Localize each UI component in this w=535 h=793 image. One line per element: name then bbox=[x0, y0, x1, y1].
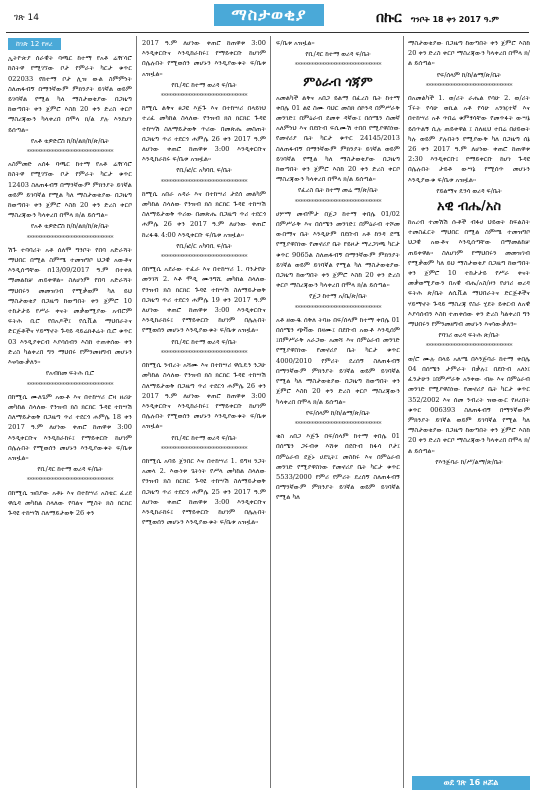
notice-signature: የጀጋ ከተማ አ/ቤ/ጽ/ቤት bbox=[309, 292, 367, 301]
column-4 bbox=[408, 38, 530, 783]
notice-separator: ******************************** bbox=[294, 198, 382, 206]
column-divider bbox=[270, 36, 271, 788]
notice-signature: የቢ/ፎ/ር አካባቢ ፍ/ቤት bbox=[176, 166, 232, 175]
notice-separator: ******************************** bbox=[160, 254, 248, 262]
notice-signature: የቢ/ፎ/ር አካባቢ ፍ/ቤት bbox=[176, 241, 232, 250]
region-section-title: ምዕራብ ጎጃም bbox=[303, 74, 373, 90]
notice-separator: ******************************** bbox=[160, 349, 248, 357]
notice-separator: ******************************** bbox=[425, 82, 513, 90]
header-rule bbox=[6, 32, 529, 33]
notice-text: በከሚሴ ዝበያው አቶኑ እና በተከሣሪ አስቴር ፈረደ ዋሴዳ መካከል ስላለው የባልና ሚስት ክስ ክርክር ጉዳዩ ተከሣሽ ስለማይታወቅ 26 ቀን bbox=[8, 488, 132, 517]
column-3 bbox=[276, 38, 400, 790]
notice-text: አመልካች ልቅና አበጋ ይልማ በፈረስ ቤት ከተማ ቀበሌ 01 ልዩ ስሙ ባህር መስክ ሰኮንዳ በምሥራቅ መንገድ፤ በምዕራብ ደመቀ ዳኛው፤ በሰሜን ስመኛ አለምነህ እና በደቡብ ፍሲሙሽ ተበበ የሚያዋስነው የመኖሪያ ቤት ካርታ ቁጥር 24145/2013 ስለጠፋብኝ በማንኛውም ምክንያት ይገኛል ወይም ይገባኛል የሚል ካለ ማስታወቂያው በጋዜጣ ከወጣበት ቀን ጀምሮ እስከ 20 ቀን ድረስ ቀርቦ ማስረጃውን ካላቀረበ በሞላ ክ/ል ይሰጣል። bbox=[276, 93, 400, 184]
notice-text: 2017 ዓ.ም ለሆነው ቀጠሮ ከጠዋቱ 3:00 እንዲቀርቡና እንዲከራከሩ፤ የማይቀርቡ ከሆነም በሌሉበት የሚወሰን መሆኑን እንዲያውቁት ፍ/ቤቱ አዝዟል። bbox=[142, 39, 266, 78]
column-divider bbox=[403, 36, 404, 788]
notice-separator: ******************************** bbox=[425, 343, 513, 351]
notice-separator: ******************************** bbox=[26, 149, 114, 157]
page-number: ገጽ 14 bbox=[14, 13, 40, 23]
continued-on-badge: ወደ ገጽ 16 ዞሯል bbox=[412, 776, 530, 790]
notice-text: ማስታወቂያው በጋዜጣ ከወጣበት ቀን ጀምሮ እስከ 20 ቀን ድረስ ቀርቦ ማስረጃውን ካላቀረበ በሞላ ክ/ል ይሰጣል። bbox=[408, 39, 530, 68]
column-divider bbox=[136, 36, 137, 788]
section-masthead: ማስታወቂያ bbox=[214, 4, 324, 26]
notice-separator: ******************************** bbox=[294, 62, 382, 70]
notice-signature: የባገሪ ወረዳ ፍትሕ ጽ/ቤት bbox=[438, 331, 500, 340]
notice-separator: ******************************** bbox=[160, 178, 248, 186]
notice-text: ከአረብ ተመሽሽ ሱቶች ብፋሀ ህይወት ከፍልስት ተመስፈርት ማህበር በሚል ስምሜ ተመዝግቦ ህጋዊ አውቶና እንዲሰጣቸው በማመልከቻ ጠይቀዋል። ስለሆነም የማህበሩን መመዝገብ የሚቃወም ካለ ይህ ማስታወቂያ በጋዜጣ ከወጣበት ቀን ጀምሮ 10 ተከታታይ የሥራ ቀናት መቃወሚያውን በአዊ ብሔ/አስ/ዞን የሀገሪ ወረዳ ፍትሕ ጽ/ቤት ለሲቪል ማህበራትና ድርጅቶችና ሃይማኖት ጉዳይ ማስረጃ የስራ ሂደት ይቀርብ ለአዊ እያሳሰብን እስከ ተጠቀሰው ቀን ድረስ ካልቀረበ ግን ማህበሩን የምንመዘግብ መሆኑን እናሳውቃለን። bbox=[408, 218, 530, 329]
notice-text: ቄስ አበጋ እጅጉ በፍ/ሰላም ከተማ ቀበሌ 01 በሰሜን ጋሩብቱ እሸቱ በደቡብ ከፋሳ ቦታ፤ በምዕራብ ደጀኑ ሀደጊት፤ መስከሩ እና በምዕራብ መንገድ የሚያዋስነው የመኖሪያ ቤት ካርታ ቁጥር 5533/2000 የምሪ የምሪት ደረሰኝ ስለጠፋብኝ በማንኛውም ምክንያት ይገኛል ወይም ይገባኛል የሚል ካለ bbox=[276, 432, 400, 502]
notice-text: ሽጉ ተባባሪት አቶ ሰለሞ ግንቦት የበባ አድራሻት ማህበር በሚል ስምሜ ተመዝግቦ ህጋዊ አውቶና እንዲሰጣቸው በ13/09/2017 ዓ.ም በተቀጸ ማመልከቻ ጠይቀዋል። ስለሆነም የበባ አድራሻት ማህበሩን መመዝገብ የሚቃወም ካለ ይህ ማስታወቂያ በጋዜጣ ከወጣበት ቀን ጀምሮ 10 ተከታታይ የሥራ ቀናት መቃወሚያው አብሮም ፍትሕ ቢሮ የበአዶች፤ የሲቪል ማህበራትና ድርጅቶችና ሃይማኖት ጉዳይ ዳይሬክቶሬት ቢሮ ቁጥር 03 እንዲያቀርብ እያሳሰብን እስከ ተጠቀሰው ቀን ድረስ ካልቀረበ ግን ማህበሩ የምንመዘግብ መሆኑን እናሳውቃለን። bbox=[8, 245, 132, 367]
notice-text: ኢትዮጵያ ሰራዊት ባጫር ከተማ የአቶ ሬዥሳሮ ከስትዋ የሚገኘው ቦታ የምራት ካርታ ቁጥር 022033 የከተማ ቦታ ሊዝ ውል ስምምነት ስለጠፋብኝ በማንኛውም ምክንያት ይገኛል ወይም ይገባኛል የሚል ካለ ማስታወቂያው በጋዜጣ ከወጣበት ቀን ጀምሮ እስከ 20 ቀን ድረስ ቀርቦ ማስረጃውን ካላቀረበ በሞላ ክ/ል ያሉ እንደሆነ ይሰጣል። bbox=[8, 54, 132, 134]
notice-separator: ******************************** bbox=[294, 304, 382, 312]
notice-text: በከሚሴ አባይ ጀንበር እና በተከሣሪ 1. ይግዛ ንጋት አመላ 2. እውነቱ ጌትነት የሥላ መካከል ስላለው የንዝብ ክስ ክርክር ጉዳዩ ተከሣሽ ስለማይታወቅ በጋዜጣ ጥሪ ተደርጎ ሐምሌ 25 ቀን 2017 ዓ.ም ለሆነው ቀጠሮ ከጠዋቱ 3:00 እንዲቀርቡና እንዲከራከሩ፤ የማይቀርቡ ከሆነም በሌሉበት የሚወሰን መሆኑን እንዲያውቁት ፍ/ቤቱ አዝዟል። bbox=[142, 456, 266, 527]
newspaper-name: በኩር bbox=[376, 10, 402, 26]
notice-signature: የአቶ ቴዎድሮስ ከ/ከ/ልክ/ከ/ጽ/ቤት bbox=[30, 222, 110, 231]
notice-text: በአመልካች 1. ወ/ሪት ራሔል የሳሁ 2. ወ/ሪት ፕሩት የሳሁ ወኪል አቶ የሳሁ አንዢተኛ እና በተከሣሪ አቶ ጥበሬ ቁምፃሳቸው የመጥፋት ውሣኔ ይሰጥልኝ ሲሉ ጠይቀዋል ፤ ስለዚህ ተበሬ በሀይወት ካሉ ወይም ያሉበትን የሚያውቅ ካለ በጋዜጣ ሰኔ 26 ቀን 2017 ዓ.ም ለሆነው ቀጠሮ ከጠዋቱ 2:30 እንዲቀርቡ፤ የማይቀርቡ ከሆነ ጉዳዩ በሌሉበት ታይቶ ውሣኔ የሚሰጥ መሆኑን እንዲያውቁ ፍ/ቤቱ አዝዟል። bbox=[408, 94, 530, 184]
continued-from-tag: ከገጽ 12 የዞረ bbox=[8, 38, 61, 50]
notice-separator: ******************************** bbox=[26, 477, 114, 485]
region-section-title: አዊ ብሔ/አስ bbox=[436, 199, 502, 215]
notice-text: በከሚሴ ንብረት አሻሙ እና በተከሣሪ ዋሲዴን ንጋሁ መካከል ስላለው የንዝብ ክስ ክርክር ጉዳዩ ተከሣሽ ስለማይታወቅ በጋዜጣ ጥሪ ተደርጎ ሐምሌ 26 ቀን 2017 ዓ.ም ለሆነው ቀጠሮ ከጠዋቱ 3:00 እንዲቀርቡና እንዲከራከሩ፤ የማይቀርቡ ከሆነም በሌሉበት የሚወሰን መሆኑን እንዲያውቁት ፍ/ቤቱ አዝዟል። bbox=[142, 361, 266, 431]
column-2 bbox=[142, 38, 266, 790]
notice-separator: ******************************** bbox=[160, 93, 248, 101]
notice-signature: የፈረስ ቤት ከተማ መሬ ማ/ጽ/ቤት bbox=[297, 186, 379, 195]
notice-text: ፍ/ቤቱ አዝዟል። bbox=[276, 39, 315, 47]
notice-signature: የቢ/ዳር ከተማ ወረዳ ፍ/ቤት bbox=[171, 80, 237, 89]
notice-signature: የቢ/ዳር ከተማ ወረዳ ፍ/ቤት bbox=[171, 433, 237, 442]
notice-text: ከሚሴ ልቅና ፀጋዩ እጅጉ እና በተከሣሪ በላይነህ ተረፈ መካከል ስላለው የንዝብ ክስ ክርክር ጉዳዩ ተከሣሽ ስለማይታወቅ ጥሪው በመጽሔ መስጠት በጋዜጣ ጥሪ ተደርጎ ሐምሌ 26 ቀን 2017 ዓ.ም ለሆነው ቀጠሮ ከጠዋቱ 3:00 እንዲቀርቡና እንዲከራከሩ ፍ/ቤቱ አዝዟል። bbox=[142, 104, 266, 164]
notice-text: ከሚሴ አበራ አዳራ እና በተከሣሪ ታደሰ መልካም መካከል ስላለው የንዝብ ክስ ክርክር ጉዳዩ ተከሣሽ ስለማይታወቅ ጥሪው በመጽሔ በጋዜጣ ጥሪ ተደርጎ ሐምሌ 26 ቀን 2017 ዓ.ም ለሆነው ቀጠሮ ከረፋዱ 4:00 እንዲቀርቡ ፍ/ቤቱ አዝዟል። bbox=[142, 189, 266, 239]
notice-separator: ******************************** bbox=[294, 420, 382, 428]
notice-text: በከሚሴ አደራው ተፈራ እና በተከሣሪ 1. ባንታየሁ መንገሻ 2. እቶ ሞዲ ሙንግሺ መካከል ስላለው የንዝብ ክስ ክርክር ጉዳዩ ተከሣሽ ስለማይታወቅ በጋዜጣ ጥሪ ተደርጎ ሐምሌ 19 ቀን 2017 ዓ.ም ለሆነው ቀጠሮ ከጠዋቱ 3:00 እንዲቀርቡና እንዲከራከሩ፤ የማይቀርቡ ከሆነም በሌሉበት የሚወሰን መሆኑን እንዲያውቁት ፍ/ቤቱ አዝዟል። bbox=[142, 265, 266, 335]
notice-text: አቶ ዘውዱ ሰቅለ ትባዙ በፍ/ሰላም ከተማ ቀበሌ 01 በሰሜን ጭቫው በዛሙ፤ በደቡብ አውቶ እንዲሰም ፤በምሥራቅ አራጋው አመሻ እና በምዕራብ መንገድ የሚያዋስነው የመኖሪያ ቤት ካርታ ቁጥር 4000/2010 የምሪት ደረሰኝ ስለጠፋብኝ በማንኛውም ምክንያት ይገኛል ወይም ይገባኛል የሚል ካለ ማስታወቂያው በጋዜጣ ከወጣበት ቀን ጀምሮ እስከ 20 ቀን ድረስ ቀርቦ ማስረጃውን ካላቀረበ በሞላ ክ/ል ይሰጣል። bbox=[276, 315, 400, 406]
page-header bbox=[0, 0, 535, 30]
notice-signature: የቢ/ዳር ከተማ ወረዳ ፍ/ቤት bbox=[37, 465, 103, 474]
column-1 bbox=[8, 38, 132, 790]
notice-signature: የይልማና ዴንሳ ወረዳ ፍ/ቤት bbox=[436, 186, 502, 195]
newspaper-name-date bbox=[376, 7, 526, 27]
issue-date: ግንቦት 18 ቀን 2017 ዓ.ም bbox=[410, 15, 500, 24]
notice-separator: ******************************** bbox=[26, 381, 114, 389]
notice-signature: የፍ/ሰላም ከ/ከ/ልማ/ጽ/ቤት bbox=[436, 70, 502, 79]
notice-signature: የእንጅባራ ከ/ሥ/ልማ/ጽ/ቤት bbox=[435, 457, 503, 466]
notice-text: ሀሦማ መብሞታ በጀጋ ከተማ ቀበሌ 01/02 በምሥራቅ እና በሰሜን መንገድ፤ በምዕራብ ተሾመ ውበማና ቤት እንዲሁም በደቡብ አቶ ከንዳ ደሜ የሚያዋስነው የመኖሪያ ቤት የይዞታ ማረጋገጫ ካርታ ቁጥር 9065ል ስለጠፋብኝ በማንኛውም ምክንያት ይገኛል ወይም ይገባኛል የሚል ካለ ማስታወቂያው በጋዜጣ ከወጣበት ቀን ጀምሮ እስከ 20 ቀን ድረስ ቀርቦ ማስረጃውን ካላቀረበ በሞላ ክ/ል ይሰጣል። bbox=[276, 209, 400, 290]
notice-signature: የአብክመ ፍትሕ ቢሮ bbox=[45, 369, 95, 378]
notice-signature: የአቶ ቴዎድሮስ ከ/ከ/ልክ/ከ/ጽ/ቤት bbox=[30, 136, 110, 145]
notice-signature: የቢ/ዳር ከተማ ወረዳ ፍ/ቤት bbox=[305, 50, 371, 59]
notice-separator: ******************************** bbox=[26, 234, 114, 242]
notice-signature: የፍ/ሰላም ከ/ከ/ልማ/ጽ/ቤት bbox=[305, 408, 371, 417]
notice-text: ወ/ሮ ሙሉ በላይ አለሜ በእንጅባራ ከተማ ቀበሌ 04 በሰሜን ታምራት በቃሉ፤ በደቡብ አለነ፤ ፈንታሁን ፤በምሥራቅ አንቀው ብዙ እና በምዕራብ መንገድ የሚያዋስነው የመኖሪያ ቤት ካርታ ቁጥር 352/2002 እና ሰመ ንብረት ዝውውር የዞረበት ቁጥር 006393 ስለጠፋብኝ በማንኛውም ምክንያት ይገኛል ወይም ይገባኛል የሚል ካለ ማስታወቂያው በጋዜጣ ከወጣበት ቀን ጀምሮ እስከ 20 ቀን ድረስ ቀርቦ ማስረጃውን ካላቀረበ በሞላ ክ/ል ይሰጣል። bbox=[408, 354, 530, 455]
notice-separator: ******************************** bbox=[160, 445, 248, 453]
notice-text: በከሚሴ ሙለጌም አውቶ እና በተከሣሪ ሮዛ ዘሪሁ መካከል ስላለው የንዝብ ክስ ክርክር ጉዳዩ ተከሣሽ ስለማይታወቅ በጋዜጣ ጥሪ ተደርጎ ሐምሌ 18 ቀን 2017 ዓ.ም ለሆነው ቀጠሮ ከጠዋቱ 3:00 እንዲቀርቡና እንዲከራከሩ፤ የማይቀርቡ ከሆነም በሌሉበት የሚወሰን መሆኑን እንዲያውቁት ፍ/ቤቱ አዝዟል። bbox=[8, 392, 132, 462]
notice-text: አስምመድ አሰፋ ባጫር ከተማ የአቶ ሬዥሳሮ ከስትዋ የሚገኘው ቦታ የምራት ካርታ ቁጥር 12403 ስለጠፋብኝ በማንኛውም ምክንያት ይገኛል ወይም ይገባኛል የሚል ካለ ማስታወቂያው በጋዜጣ ከወጣበት ቀን ጀምሮ እስከ 20 ቀን ድረስ ቀርቦ ማስረጃውን ካላቀረበ በሞላ ክ/ል ይሰጣል። bbox=[8, 160, 132, 220]
notice-signature: የቢ/ዳር ከተማ ወረዳ ፍ/ቤት bbox=[171, 337, 237, 346]
